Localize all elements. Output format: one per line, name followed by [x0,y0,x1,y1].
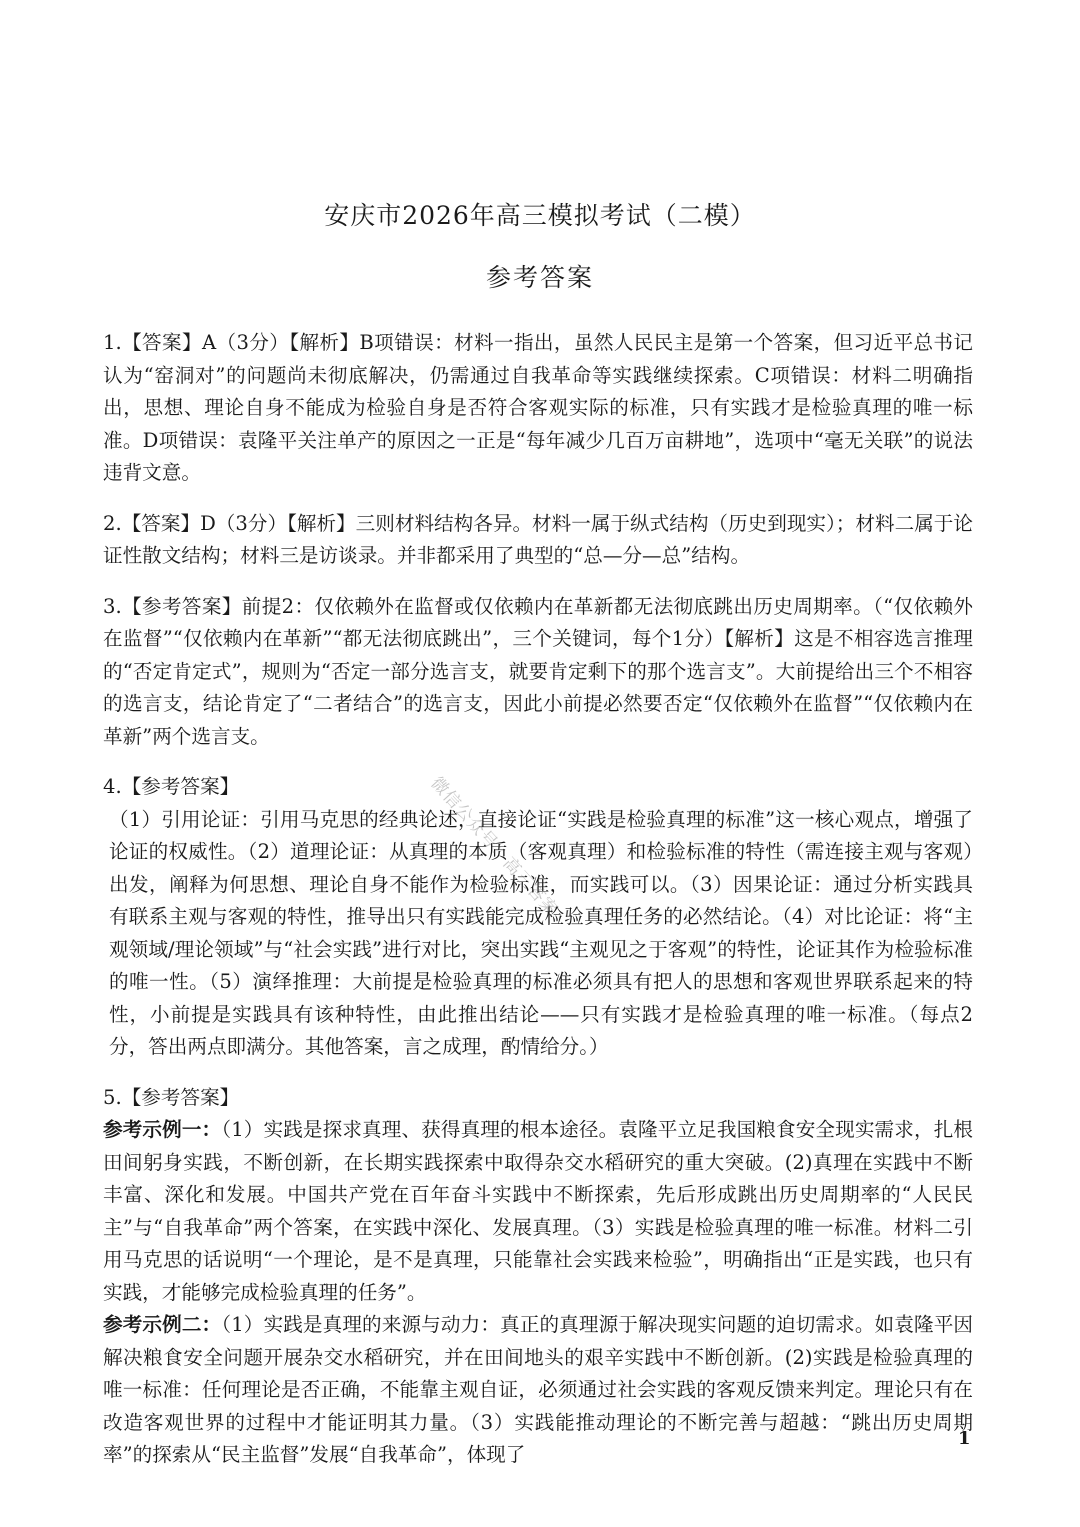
answer-q5 [103,1082,973,1472]
answer-q2-text: 2.【答案】D（3分）【解析】三则材料结构各异。材料一属于纵式结构（历史到现实）；材料二属于论证性散文结构；材料三是访谈录。并非都采用了典型的“总—分—总”结构。 [103,511,973,567]
example-1-text: （1）实践是探求真理、获得真理的根本途径。袁隆平立足我国粮食安全现实需求，扎根田间躬身实践，不断创新，在长期实践探索中取得杂交水稻研究的重大突破。(2)真理在实践中不断丰富、深化和发展。中国共产党在百年奋斗实践中不断探索，先后形成跳出历史周期率的“人民民主”与“自我革命”两个答案，在实践中深化、发展真理。（3）实践是检验真理的唯一标准。材料二引用马克思的话说明“一个理论，是不是真理，只能靠社会实践来检验”，明确指出“正是实践，也只有实践，才能够完成检验真理的任务”。 [103,1118,974,1304]
answer-q5-example-2 [103,1309,973,1472]
answer-q5-example-1 [103,1114,973,1309]
answer-q5-heading: 5.【参考答案】 [103,1085,240,1109]
example-1-label: 参考示例一： [103,1118,222,1141]
document-title: 安庆市2026年高三模拟考试（二模） [324,201,756,230]
document-subtitle: 参考答案 [485,263,594,292]
answer-q3-text: 3.【参考答案】前提2：仅依赖外在监督或仅依赖内在革新都无法彻底跳出历史周期率。（“仅依赖外在监督”“仅依赖内在革新”“都无法彻底跳出”，三个关键词，每个1分）【解析】这是不相容选言推理的“否定肯定式”，规则为“否定一部分选言支，就要肯定剩下的那个选言支”。大前提给出三个不相容的选言支，结论肯定了“二者结合”的选言支，因此小前提必然要否定“仅依赖外在监督”“仅依赖内在革新”两个选言支。 [103,594,973,748]
answer-q4-heading: 4.【参考答案】 [103,775,240,798]
answer-q4-text: （1）引用论证：引用马克思的经典论述，直接论证“实践是检验真理的标准”这一核心观点，增强了论证的权威性。（2）道理论证：从真理的本质（客观真理）和检验标准的特性（需连接主观与客观）出发，阐释为何思想、理论自身不能作为检验标准，而实践可以。（3）因果论证：通过分析实践具有联系主观与客观的特性，推导出只有实践能完成检验真理任务的必然结论。（4）对比论证：将“主观领域/理论领域”与“社会实践”进行对比，突出实践“主观见之于客观”的特性，论证其作为检验标准的唯一性。（5）演绎推理：大前提是检验真理的标准必须具有把人的思想和客观世界联系起来的特性，小前提是实践具有该种特性，由此推出结论——只有实践才是检验真理的唯一标准。（每点2分，答出两点即满分。其他答案，言之成理，酌情给分。） [109,807,973,1058]
example-2-text: （1）实践是真理的来源与动力：真正的真理源于解决现实问题的迫切需求。如袁隆平因解决粮食安全问题开展杂交水稻研究，并在田间地头的艰辛实践中不断创新。(2)实践是检验真理的唯一标准：任何理论是否正确，不能靠主观自证，必须通过社会实践的客观反馈来判定。理论只有在改造客观世界的过程中才能证明其力量。（3）实践能推动理论的不断完善与超越：“跳出历史周期率”的探索从“民主监督”发展“自我革命”，体现了 [103,1313,974,1466]
answer-q3 [103,591,973,754]
page-number: 1 [958,1428,971,1449]
answer-q1-text: 1.【答案】A（3分）【解析】B项错误：材料一指出，虽然人民民主是第一个答案，但习近平总书记认为“窑洞对”的问题尚未彻底解决，仍需通过自我革命等实践继续探索。C项错误：材料二明确指出，思想、理论自身不能成为检验自身是否符合客观实际的标准，只有实践才是检验真理的唯一标准。D项错误：袁隆平关注单产的原因之一正是“每年减少几百万亩耕地”，选项中“毫无关联”的说法违背文意。 [103,331,973,484]
watermark: 微信公众号：高三答案 [426,773,562,921]
answer-q2 [103,508,973,573]
answer-q1 [103,327,973,490]
example-2-label: 参考示例二： [103,1313,222,1336]
answer-q4 [103,771,973,1064]
